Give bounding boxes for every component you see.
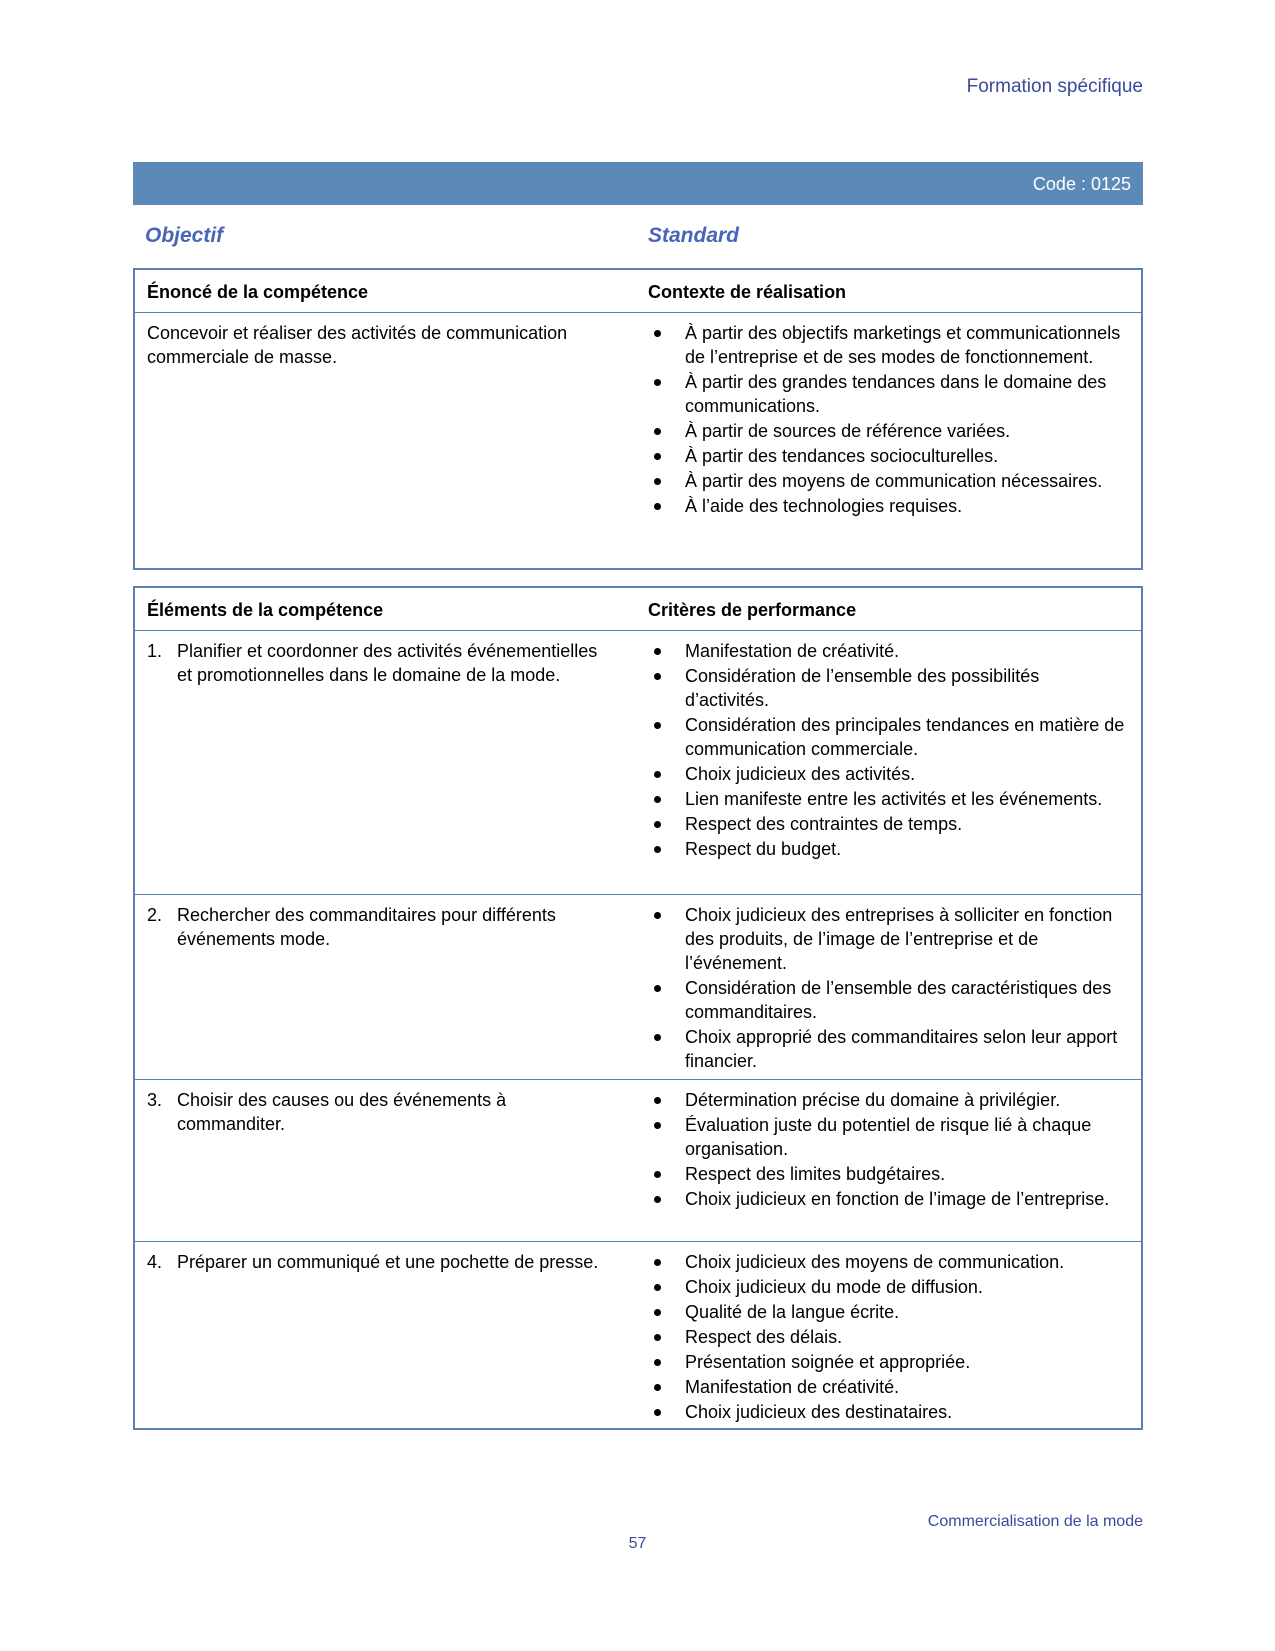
element-description: Rechercher des commanditaires pour différents événements mode. — [177, 905, 556, 949]
context-header: Contexte de réalisation — [648, 282, 847, 302]
list-item: À partir des tendances socioculturelles. — [650, 444, 1125, 468]
table-header — [135, 588, 1141, 631]
criteria-list — [650, 1250, 1125, 1424]
objective-standard-header — [145, 224, 1145, 254]
element-description: Planifier et coordonner des activités événementielles et promotionnelles dans le domaine de la mode. — [177, 641, 598, 685]
objective-title: Objectif — [145, 224, 224, 247]
criteria-cell — [650, 903, 1125, 1074]
criteria-cell — [650, 639, 1125, 862]
list-item: Choix judicieux des entreprises à solliciter en fonction des produits, de l’image de l’entreprise et de l’événement. — [650, 903, 1125, 975]
list-item: À l’aide des technologies requises. — [650, 494, 1125, 518]
competence-statement: Concevoir et réaliser des activités de communication commerciale de masse. — [147, 323, 568, 367]
element-number: 1. — [147, 641, 163, 661]
program-name: Commercialisation de la mode — [927, 1513, 1143, 1530]
list-item: À partir des objectifs marketings et communicationnels de l’entreprise et de ses modes de fonctionnement. — [650, 321, 1125, 369]
element-text — [147, 1250, 617, 1274]
criteria-header: Critères de performance — [648, 600, 857, 620]
list-item: Évaluation juste du potentiel de risque lié à chaque organisation. — [650, 1113, 1125, 1161]
competence-statement-table — [133, 268, 1143, 570]
list-item: À partir des moyens de communication nécessaires. — [650, 469, 1125, 493]
table-row — [135, 631, 1141, 895]
list-item: Respect des contraintes de temps. — [650, 812, 1125, 836]
list-item: Considération de l’ensemble des caractéristiques des commanditaires. — [650, 976, 1125, 1024]
list-item: Choix judicieux des activités. — [650, 762, 1125, 786]
element-text — [147, 639, 617, 687]
criteria-list — [650, 1088, 1125, 1211]
criteria-cell — [650, 1088, 1125, 1212]
list-item: Respect des délais. — [650, 1325, 1125, 1349]
element-description: Choisir des causes ou des événements à commanditer. — [177, 1090, 507, 1134]
list-item: Détermination précise du domaine à privilégier. — [650, 1088, 1125, 1112]
list-item: Respect du budget. — [650, 837, 1125, 861]
criteria-cell — [650, 1250, 1125, 1425]
table-row — [135, 313, 1141, 567]
context-list-cell — [650, 321, 1125, 519]
code-band — [133, 162, 1143, 205]
list-item: Choix judicieux en fonction de l’image de l’entreprise. — [650, 1187, 1125, 1211]
element-text — [147, 903, 617, 951]
list-item: À partir des grandes tendances dans le domaine des communications. — [650, 370, 1125, 418]
list-item: Choix judicieux du mode de diffusion. — [650, 1275, 1125, 1299]
list-item: Qualité de la langue écrite. — [650, 1300, 1125, 1324]
list-item: Choix judicieux des moyens de communication. — [650, 1250, 1125, 1274]
elements-criteria-table — [133, 586, 1143, 1430]
competency-code: Code : 0125 — [1032, 174, 1131, 194]
page-number: 57 — [628, 1535, 647, 1552]
table-row — [135, 1242, 1141, 1426]
list-item: Considération des principales tendances en matière de communication commerciale. — [650, 713, 1125, 761]
standard-title: Standard — [648, 224, 740, 247]
list-item: Présentation soignée et appropriée. — [650, 1350, 1125, 1374]
element-number: 2. — [147, 905, 163, 925]
list-item: Considération de l’ensemble des possibilités d’activités. — [650, 664, 1125, 712]
list-item: Choix judicieux des destinataires. — [650, 1400, 1125, 1424]
context-list — [650, 321, 1125, 518]
list-item: Lien manifeste entre les activités et les événements. — [650, 787, 1125, 811]
section-label: Formation spécifique — [966, 76, 1143, 97]
statement-header: Énoncé de la compétence — [147, 282, 369, 302]
element-text — [147, 1088, 617, 1136]
element-description: Préparer un communiqué et une pochette de presse. — [177, 1252, 599, 1272]
list-item: Choix approprié des commanditaires selon leur apport financier. — [650, 1025, 1125, 1073]
table-row — [135, 1080, 1141, 1242]
element-number: 3. — [147, 1090, 163, 1110]
list-item: Manifestation de créativité. — [650, 639, 1125, 663]
table-row — [135, 895, 1141, 1080]
table-header — [135, 270, 1141, 313]
list-item: Respect des limites budgétaires. — [650, 1162, 1125, 1186]
element-number: 4. — [147, 1252, 163, 1272]
criteria-list — [650, 903, 1125, 1073]
list-item: Manifestation de créativité. — [650, 1375, 1125, 1399]
criteria-list — [650, 639, 1125, 861]
elements-header: Éléments de la compétence — [147, 600, 384, 620]
list-item: À partir de sources de référence variées. — [650, 419, 1125, 443]
